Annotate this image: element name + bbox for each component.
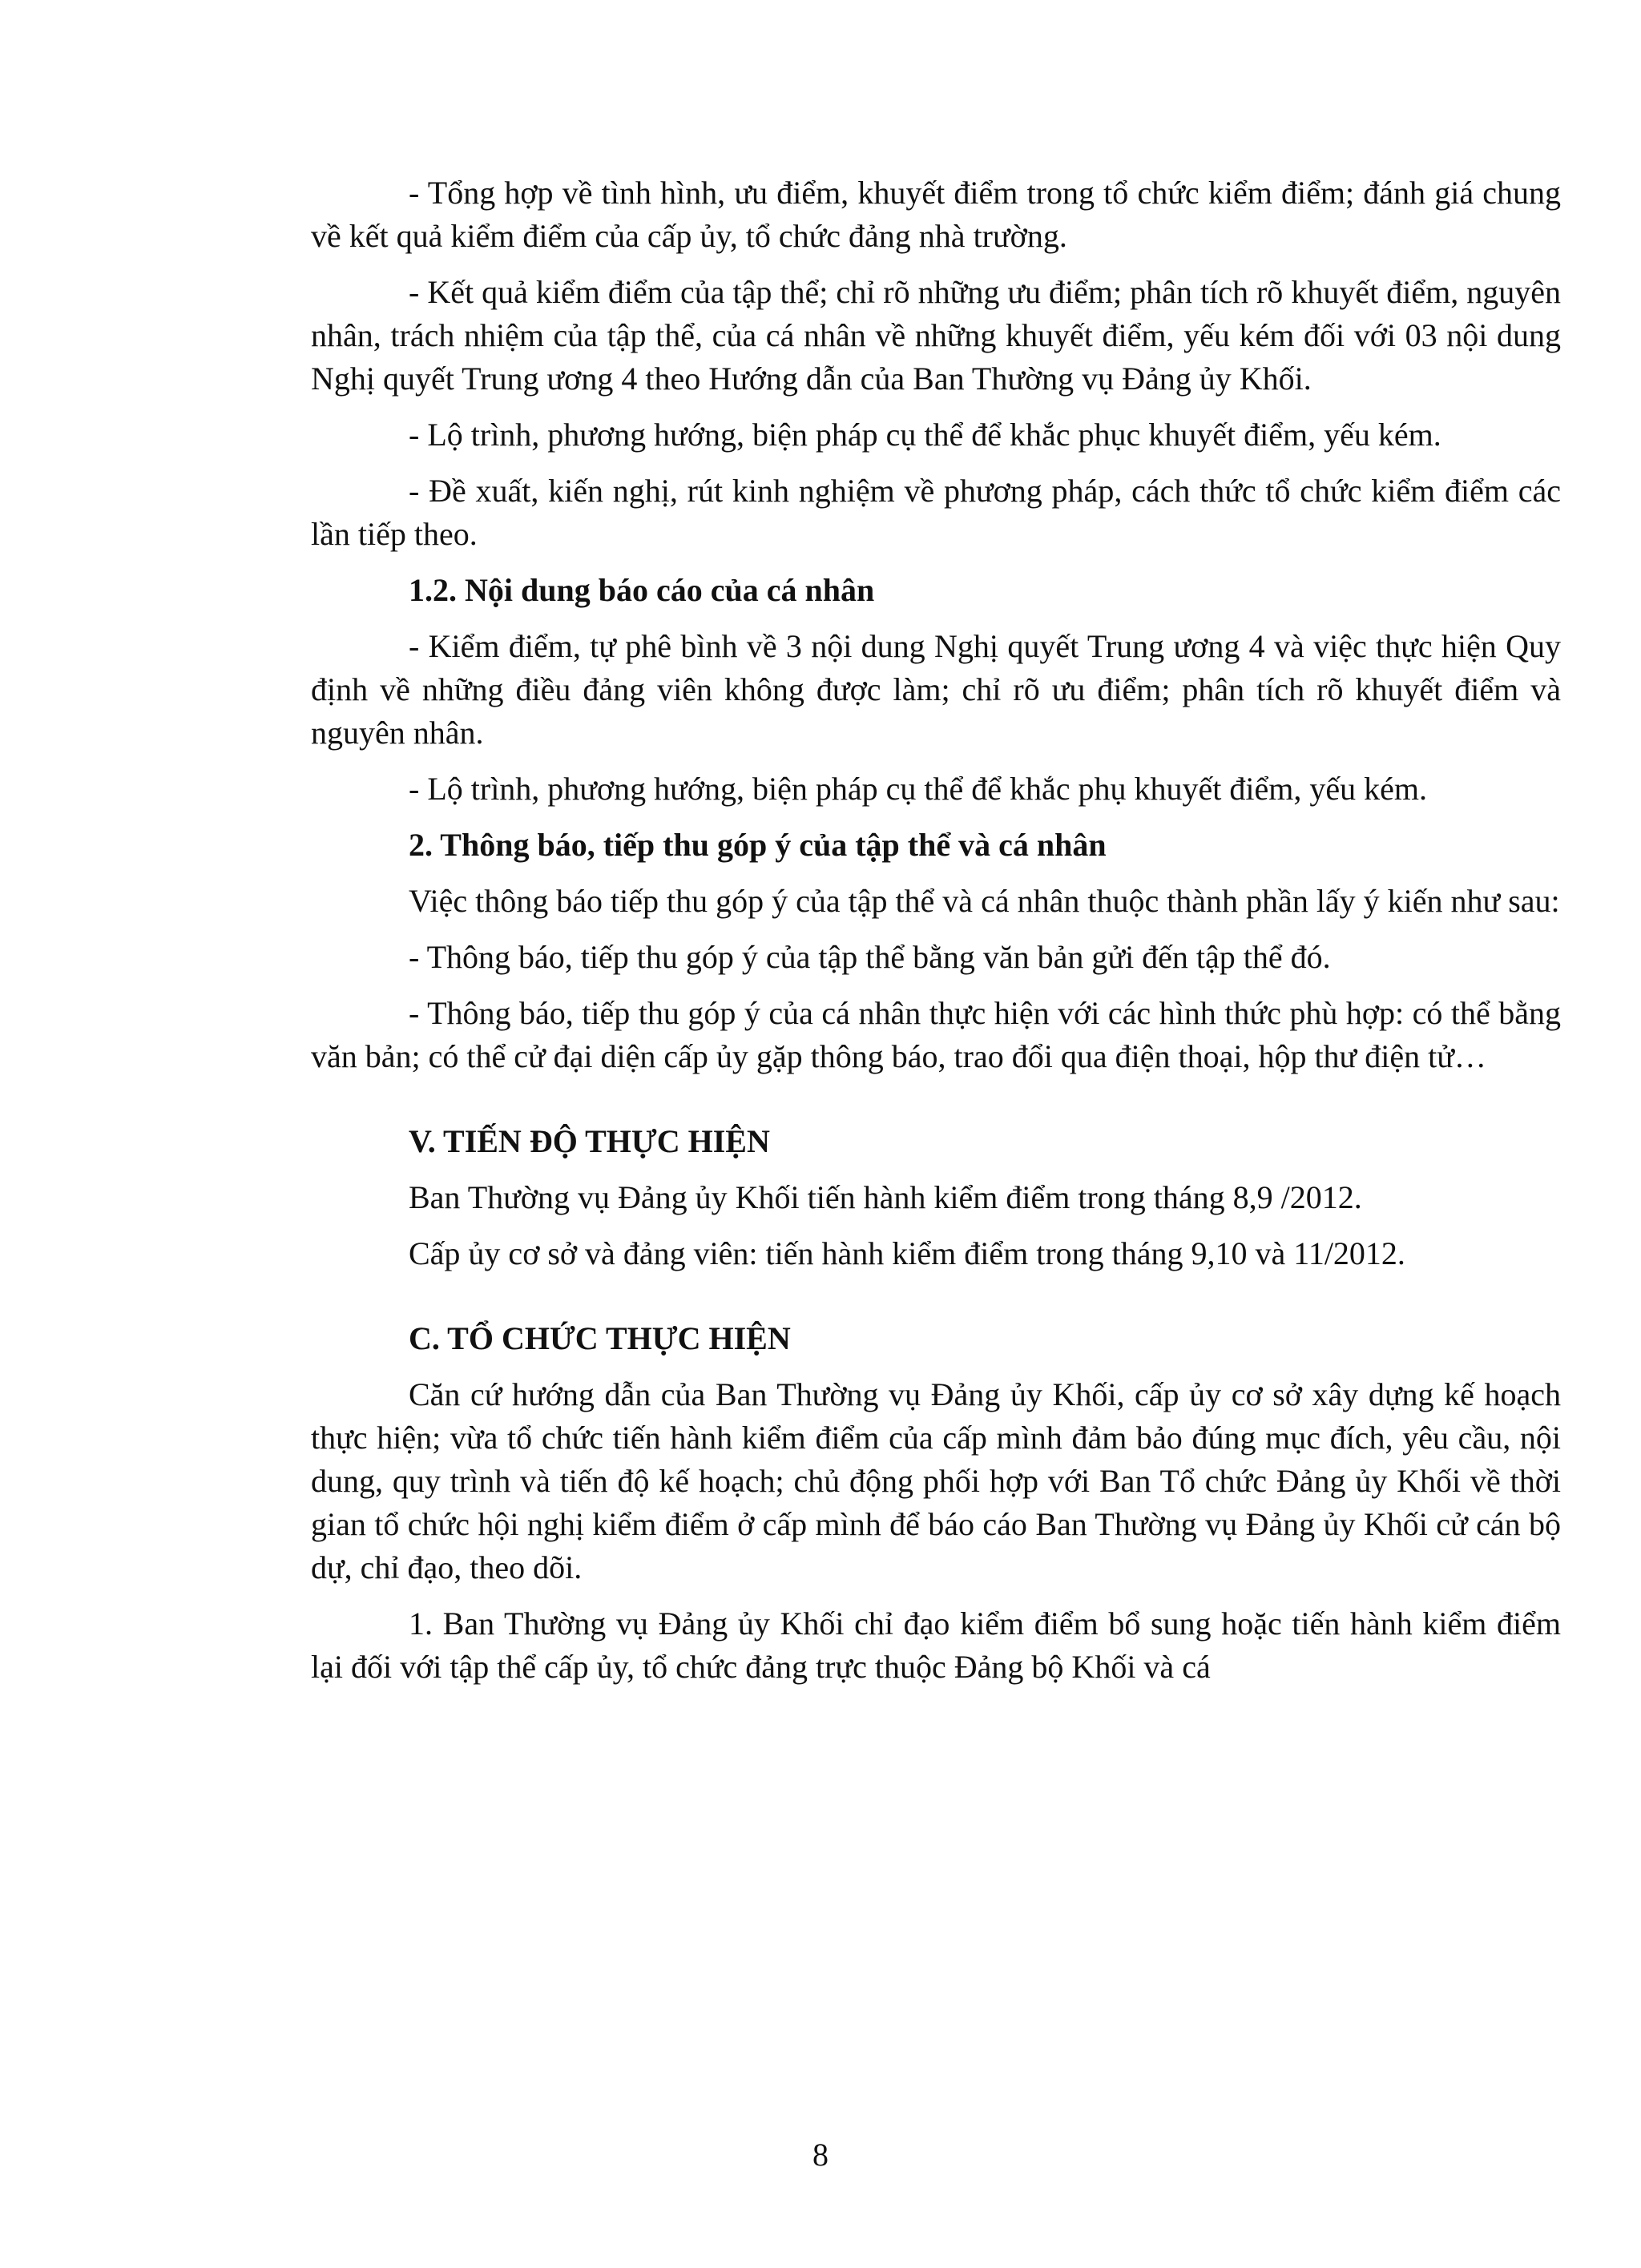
document-body: [311, 171, 1561, 1702]
paragraph-proposals: - Đề xuất, kiến nghị, rút kinh nghiệm về phương pháp, cách thức tổ chức kiểm điểm các lần tiếp theo.: [311, 473, 1561, 552]
section-heading-implementation: C. TỔ CHỨC THỰC HIỆN: [409, 1320, 791, 1356]
paragraph-collective-feedback: - Thông báo, tiếp thu góp ý của tập thể bằng văn bản gửi đến tập thể đó.: [409, 939, 1331, 975]
paragraph-summary: - Tổng hợp về tình hình, ưu điểm, khuyết điểm trong tổ chức kiểm điểm; đánh giá chung về kết quả kiểm điểm của cấp ủy, tổ chức đảng nhà trường.: [311, 175, 1561, 254]
heading-feedback-notice: 2. Thông báo, tiếp thu góp ý của tập thể và cá nhân: [409, 827, 1107, 863]
paragraph-collective-results: - Kết quả kiểm điểm của tập thể; chỉ rõ những ưu điểm; phân tích rõ khuyết điểm, nguyên nhân, trách nhiệm của tập thể, của cá nhân về những khuyết điểm, yếu kém đối với 03 nội dung Nghị quyết Trung ương 4 theo Hướng dẫn của Ban Thường vụ Đảng ủy Khối.: [311, 274, 1561, 397]
section-heading-progress: V. TIẾN ĐỘ THỰC HIỆN: [409, 1123, 770, 1159]
paragraph-individual-roadmap: - Lộ trình, phương hướng, biện pháp cụ thể để khắc phụ khuyết điểm, yếu kém.: [409, 771, 1427, 807]
page-number: 8: [812, 2137, 829, 2173]
paragraph-self-criticism: - Kiểm điểm, tự phê bình về 3 nội dung Nghị quyết Trung ương 4 và việc thực hiện Quy định về những điều đảng viên không được làm; chỉ rõ ưu điểm; phân tích rõ khuyết điểm và nguyên nhân.: [311, 628, 1561, 751]
paragraph-feedback-intro: Việc thông báo tiếp thu góp ý của tập thể và cá nhân thuộc thành phần lấy ý kiến như sau:: [409, 883, 1560, 919]
paragraph-standing-committee-schedule: Ban Thường vụ Đảng ủy Khối tiến hành kiểm điểm trong tháng 8,9 /2012.: [409, 1179, 1362, 1215]
paragraph-individual-feedback: - Thông báo, tiếp thu góp ý của cá nhân thực hiện với các hình thức phù hợp: có thể bằng văn bản; có thể cử đại diện cấp ủy gặp thông báo, trao đổi qua điện thoại, hộp thư điện tử…: [311, 995, 1561, 1074]
paragraph-roadmap: - Lộ trình, phương hướng, biện pháp cụ thể để khắc phục khuyết điểm, yếu kém.: [409, 417, 1441, 453]
heading-individual-report: 1.2. Nội dung báo cáo của cá nhân: [409, 572, 875, 608]
paragraph-item-1: 1. Ban Thường vụ Đảng ủy Khối chỉ đạo kiểm điểm bổ sung hoặc tiến hành kiểm điểm lại đối với tập thể cấp ủy, tổ chức đảng trực thuộc Đảng bộ Khối và cá: [311, 1605, 1561, 1685]
paragraph-implementation-basis: Căn cứ hướng dẫn của Ban Thường vụ Đảng ủy Khối, cấp ủy cơ sở xây dựng kế hoạch thực hiện; vừa tổ chức tiến hành kiểm điểm của cấp mình đảm bảo đúng mục đích, yêu cầu, nội dung, quy trình và tiến độ kế hoạch; chủ động phối hợp với Ban Tổ chức Đảng ủy Khối về thời gian tổ chức hội nghị kiểm điểm ở cấp mình để báo cáo Ban Thường vụ Đảng ủy Khối cử cán bộ dự, chỉ đạo, theo dõi.: [311, 1376, 1561, 1585]
paragraph-grassroots-schedule: Cấp ủy cơ sở và đảng viên: tiến hành kiểm điểm trong tháng 9,10 và 11/2012.: [409, 1235, 1405, 1271]
